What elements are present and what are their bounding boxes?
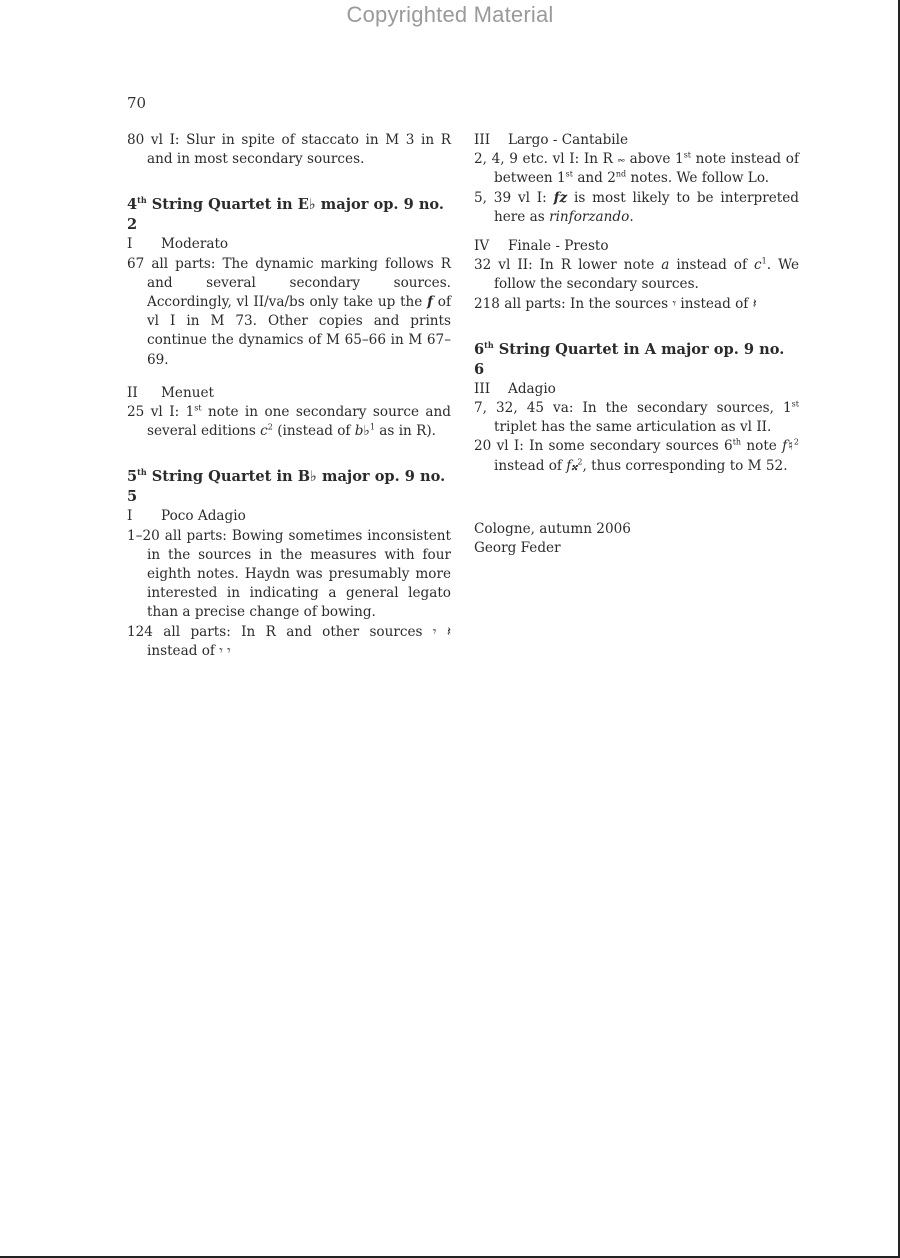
note-entry: 67 all parts: The dynamic marking follows R and several secondary sources. Accordingly, vl II/va/bs only take up the f of vl I in M 73. Other copies and prints continue the dynamics of M 65–66 in M 67–69. xyxy=(127,255,451,368)
section-heading-quartet-5: 5th String Quartet in B♭ major op. 9 no. 5 xyxy=(127,467,446,506)
rest-symbol: 𝄾 𝄽 xyxy=(432,623,451,640)
note-entry: 124 all parts: In R and other sources 𝄾 𝄽 instead of 𝄾 𝄾 xyxy=(127,623,451,659)
note-entry: 20 vl I: In some secondary sources 6th note f♮$^2$ instead of f𝄪$^2$, thus corresponding to M 52. xyxy=(474,437,800,474)
section-heading-quartet-6: 6th String Quartet in A major op. 9 no. 6 xyxy=(474,339,785,378)
movement-heading: IV Finale - Presto xyxy=(474,238,609,255)
signoff-place-date: Cologne, autumn 2006 xyxy=(474,520,631,537)
movement-heading: I Moderato xyxy=(127,236,229,253)
rest-symbol: 𝄽 xyxy=(752,295,757,312)
note-entry: 25 vl I: 1st note in one secondary source and several editions $c^2$ (instead of b♭$^1$ as in R). xyxy=(127,403,451,440)
note-entry: 2, 4, 9 etc. vl I: In R 𝆗 above 1st note instead of between 1st and 2nd notes. We follow Lo. xyxy=(474,150,799,187)
note-entry: 5, 39 vl I: fz is most likely to be interpreted here as rinforzando. xyxy=(474,189,799,225)
movement-heading: II Menuet xyxy=(127,384,214,401)
signoff-author: Georg Feder xyxy=(474,540,561,557)
movement-heading: I Poco Adagio xyxy=(127,508,246,525)
section-heading-quartet-4: 4th String Quartet in E♭ major op. 9 no. 2 xyxy=(127,195,444,234)
note-entry: 32 vl II: In R lower note a instead of $c^1$. We follow the secondary sources. xyxy=(474,256,799,293)
copyright-watermark: Copyrighted Material xyxy=(346,2,554,27)
movement-heading: III Adagio xyxy=(474,380,556,397)
turn-symbol: 𝆗 xyxy=(617,151,626,168)
note-entry: 218 all parts: In the sources 𝄾 instead of 𝄽 xyxy=(474,295,757,312)
page-number: 70 xyxy=(127,94,147,112)
right-column xyxy=(474,131,799,558)
note-entry: 7, 32, 45 va: In the secondary sources, 1st triplet has the same articulation as vl II. xyxy=(474,399,799,436)
note-entry: 1–20 all parts: Bowing sometimes inconsistent in the sources in the measures with four eighth notes. Haydn was presumably more interested in indicating a general legato than a precise change of bowing. xyxy=(127,527,451,621)
rest-symbol: 𝄾 xyxy=(672,295,677,312)
note-entry: 80 vl I: Slur in spite of staccato in M 3 in R and in most secondary sources. xyxy=(127,132,451,168)
left-column xyxy=(127,131,451,661)
rest-symbol: 𝄾 𝄾 xyxy=(219,642,231,659)
movement-heading: III Largo - Cantabile xyxy=(474,132,629,148)
signoff xyxy=(474,520,799,558)
